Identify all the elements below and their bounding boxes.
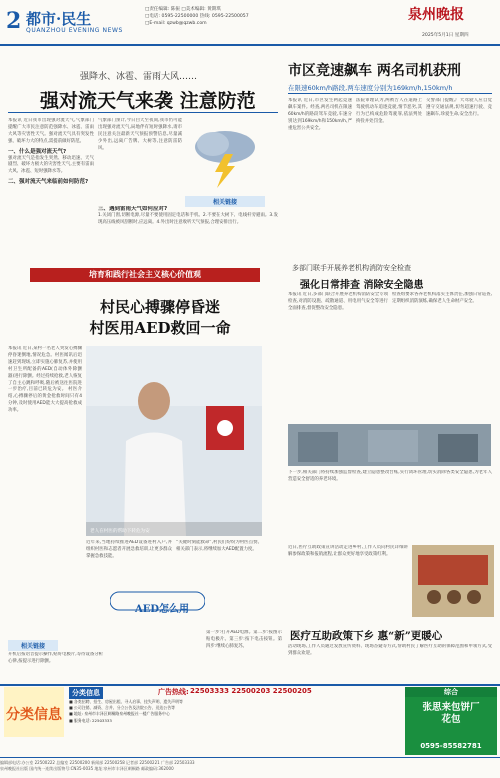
- ad-line: ■ 各类招聘、招生、房屋出租、寻人启事、挂失声明、遗失声明等: [69, 699, 183, 704]
- divider: [8, 112, 278, 113]
- village-body-col1: 本报讯 近日,某村一名老人突发心搏骤停昏迷倒地,情况危急。村医闻讯后迅速赶到现场,立即实施心肺复苏,并使用村卫生所配备的AED(自动体外除颤器)进行除颤。经过持续抢救,老人恢复了自主心跳和呼吸,随后被送往医院进一步治疗,目前已转危为安。 村医介绍,心搏骤停后的黄金抢救时间只有4分钟,及时使用AED能大大提高抢救成功率。: [8, 346, 82, 414]
- info-line: □电话: 0595-22500000 热线: 0595-22500057: [145, 14, 249, 19]
- racing-body-col2: 法院审理认为,两被告人在道路上驾驶机动车追逐竞驶,情节恶劣,其行为已构成危险驾驶罪,依法判处拘役并处罚金。: [356, 98, 422, 124]
- safety-body-col3: 下一步,相关部门将持续加强监督检查,建立隐患整改台账,实行闭环管理,切实消除各类安全隐患,为老年人营造安全舒适的养老环境。: [288, 470, 492, 482]
- weather-illustration: [185, 122, 265, 192]
- village-headline-line1: 村民心搏骤停昏迷: [99, 298, 220, 316]
- ad-line: ■ 服务电话: 22503333: [69, 717, 112, 723]
- photo-caption: 老人在村医的帮助下转危为安: [90, 529, 150, 534]
- medical-body: 活动现场,工作人员通过发放宣传资料、现场答疑等方式,帮助村民了解医疗互助的保障范围和申领方式,受到群众欢迎。: [288, 644, 492, 656]
- ad-hotline: 22503333 22500203 22500205: [190, 687, 312, 695]
- weather-subhead: 三、遇到雷雨天气如何应对?: [98, 206, 168, 212]
- village-body-col3: “关键时刻能救命”,村民们纷纷为村医点赞。相关部门表示,将继续加大AED配置力度。: [176, 540, 262, 552]
- issue-date: 2025年5月1日 星期四: [422, 33, 469, 38]
- info-line: □E-mail: qzwb@qzwb.com: [145, 21, 207, 26]
- weather-subhead: 一、什么是强对流天气?: [8, 148, 67, 155]
- safety-kicker: 多部门联手开展养老机构消防安全检查: [292, 264, 411, 272]
- racing-subheadline: 在限速60km/h路段,两车速度分别为169km/h,150km/h: [288, 84, 453, 92]
- newspaper-logo: 泉州晚报: [408, 7, 464, 23]
- weather-body-col3: 三、遇到雷雨天气如何应对? 1.关闭门窗,切断电源,尽量不要使用固定电话和手机。2.不要在大树下、电线杆旁避雨。3.发现高压线被风刮断时,应远离。4.外出时注意收听天气预报,合理安排出行。: [98, 206, 278, 225]
- ad-line: ■ 公司注销、减资、合并、分立公告及法院公告、送达公告等: [69, 705, 176, 711]
- racing-body-col3: 交警部门提醒,广大驾驶人应自觉遵守交通法规,切勿超速行驶、竞速飙车,珍爱生命,安全出行。: [426, 98, 492, 117]
- ad-lines: [69, 699, 329, 724]
- related-links-label: 相关链接: [8, 640, 58, 651]
- divider: [288, 93, 492, 94]
- footer-line: 编辑部电话:办公室 22500222 总编室 22500200 新闻部 22500258 记者部 22500221 广告部 22503333: [0, 760, 195, 765]
- ad-line: ■ 地址: 泉州市丰泽区刺桐路泉州晚报社一楼广告服务中心: [69, 711, 170, 717]
- ad-company: 张思来包饼厂 花包: [422, 702, 480, 725]
- footer-line: 泉州晚报社出版 国内统一连续出版物号:CN35-0035 地址:泉州市丰泽区刺桐路 邮政编码:362000: [0, 765, 174, 771]
- related-links-label: 相关链接: [185, 196, 265, 207]
- classified-ads-logo: [4, 687, 64, 737]
- weather-headline: 强对流天气来袭 注意防范: [40, 90, 256, 112]
- svg-text:分类信息: 分类信息: [6, 707, 62, 723]
- section-name: 都市·民生: [26, 10, 92, 28]
- aed-body-col2: 第一步:打开AED电源。第二步:按图示贴电极片。第三步:按下电击按钮。第四步:继续心肺复苏。: [206, 630, 282, 649]
- section-name-en: QUANZHOU EVENING NEWS: [26, 27, 123, 34]
- medical-intro: 近日,医疗互助政策宣讲活动走进乡村,工作人员向村民详细讲解参保政策和报销流程,让群众更好地享受政策红利。: [288, 545, 408, 557]
- info-line: □责任编辑: 陈振 □美术编辑: 黄期琪: [145, 7, 221, 12]
- page-number: 2: [6, 8, 22, 34]
- racing-headline: 市区竞速飙车 两名司机获刑: [288, 63, 461, 79]
- aed-body-col1: 开机后按语音提示操作,贴好电极片,等待设备分析心律,按提示进行除颤。: [8, 652, 103, 664]
- medical-event-photo: [412, 545, 494, 617]
- village-doctor-photo: [86, 346, 262, 536]
- safety-headline: 强化日常排查 消除安全隐患: [300, 280, 424, 291]
- village-headline: [70, 297, 250, 339]
- village-body-col2: 近年来,当地持续推进AED设备进村入户,并组织村医和志愿者开展急救培训,让更多群众掌握急救技能。: [86, 540, 172, 559]
- weather-subhead: 二、强对流天气来临前如何防范?: [8, 179, 89, 186]
- ad-phone: 0595-85582781: [420, 742, 482, 750]
- racing-body-col1: 本报讯 近日,市区发生两起竞速飙车案件。经查,两名司机在限速60km/h的路段驾车竞驶,车速分别达到169km/h和150km/h,严重危害公共安全。: [288, 98, 352, 131]
- weather-body-col1: 本报讯 近日我市出现强对流天气,气象部门提醒广大市民注意防范强降水、冰雹、雷雨大风等灾害性天气。强对流天气具有突发性强、破坏力大的特点,需提前做好防范。 一、什么是强对流天气? 强对流天气是指发生突然、移动迅速、天气剧烈、破坏力极大的灾害性天气,主要有雷雨大风、冰雹、短时强降水等。 二、强对流天气来临前如何防范?: [8, 118, 94, 186]
- safety-body-col2: 检查组要求各养老机构落实主体责任,加强日常巡查,定期组织消防演练,确保老人生命财产安全。: [392, 292, 492, 304]
- weather-body-col2: 气象部门预计,今日白天至夜间,我市仍可能出现强对流天气,局地伴有短时强降水,请市民注意关注最新天气预报预警信息,尽量减少外出,远离广告牌、大树等,注意防雷防风。: [98, 118, 182, 151]
- classified-label: 分类信息: [69, 687, 103, 699]
- weather-kicker: 强降水、冰雹、雷雨大风……: [80, 72, 198, 82]
- ad-category-header: 综合: [405, 687, 497, 697]
- values-banner: 培育和践行社会主义核心价值观: [30, 268, 260, 282]
- ad-hotline-label: 广告热线:: [158, 688, 189, 696]
- safety-body-col1: 本报讯 近日,多部门联合开展养老机构消防安全专项检查,对消防设施、疏散通道、用电用气安全等进行全面排查,督促整改安全隐患。: [288, 292, 388, 311]
- masthead-info: [145, 6, 295, 27]
- person-icon: [138, 382, 170, 420]
- aed-heading: AED怎么用: [135, 604, 190, 615]
- village-headline-line2: 村医用AED救回一命: [89, 319, 231, 337]
- divider: [0, 684, 500, 686]
- medical-headline: 医疗互助政策下乡 惠“新”更暖心: [290, 630, 443, 642]
- safety-inspection-photo: [288, 424, 491, 466]
